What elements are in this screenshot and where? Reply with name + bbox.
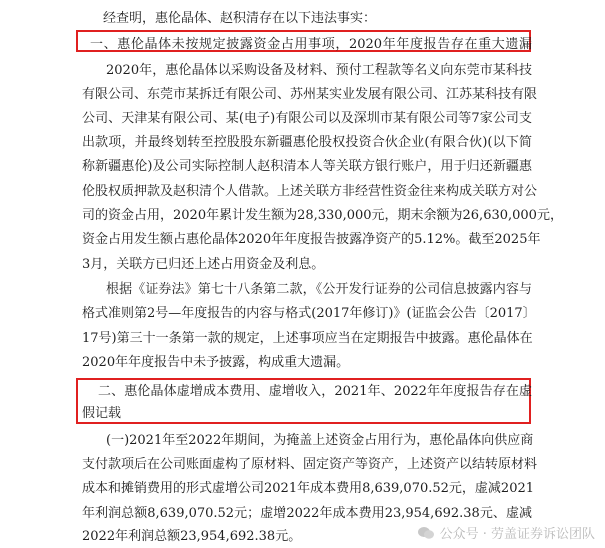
text-line-18: 支付款项后在公司账面虚构了原材料、固定资产等资产，上述资产以结转原材料 (82, 457, 538, 472)
text-line-6: 称新疆惠伦)及公司实际控制人赵积清本人等关联方银行账户，用于归还新疆惠 (82, 159, 532, 174)
text-line-14: 2020年年度报告中未予披露，构成重大遗漏。 (82, 355, 350, 370)
text-line-19: 成本和摊销费用的形式虚增公司2021年成本费用8,639,070.52元，虚减2021 (82, 481, 535, 496)
text-line-10: 3月，关联方已归还上述占用资金及利息。 (82, 257, 325, 272)
text-line-13: 17号)第三十一条第一款的规定，上述事项应当在定期报告中披露。惠伦晶体在 (82, 331, 533, 346)
text-line-7: 伦股权质押款及赵积清个人借款。上述关联方非经营性资金往来构成关联方对公 (82, 184, 538, 199)
text-line-8: 司的资金占用，2020年累计发生额为28,330,000元，期末余额为26,630,000元， (82, 208, 563, 223)
watermark (417, 523, 595, 542)
text-line-17: (一)2021年至2022年期间，为掩盖上述资金占用行为，惠伦晶体向供应商 (106, 433, 534, 448)
text-line-16: 假记载 (82, 406, 122, 421)
text-line-11: 根据《证券法》第七十八条第二款，《公开发行证券的公司信息披露内容与 (106, 282, 532, 297)
text-line-9: 资金占用发生额占惠伦晶体2020年年度报告披露净资产的5.12%。截至2025年 (82, 232, 541, 247)
text-line-20: 年利润总额8,639,070.52元；虚增2022年成本费用23,954,692.38元、虚减 (82, 506, 532, 521)
text-line-2: 2020年，惠伦晶体以采购设备及材料、预付工程款等名义向东莞市某科技 (106, 63, 532, 78)
text-line-5: 出款项，并最终划转至控股股东新疆惠伦股权投资合伙企业(有限合伙)(以下简 (82, 135, 532, 150)
text-line-21: 2022年利润总额23,954,692.38元。 (82, 529, 302, 544)
text-line-4: 公司、天津某有限公司、某(电子)有限公司以及深圳市某有限公司等7家公司支 (82, 111, 532, 126)
text-line-15: 二、惠伦晶体虚增成本费用、虚增收入，2021年、2022年年度报告存在虚 (98, 384, 532, 399)
watermark-text: 公众号 · 劳盖证券诉讼团队 (439, 527, 595, 542)
text-line-0: 经查明，惠伦晶体、赵积清存在以下违法事实： (103, 11, 377, 26)
wechat-icon (417, 526, 435, 540)
text-line-12: 格式准则第2号—年度报告的内容与格式(2017年修订)》(证监会公告〔2017〕 (82, 306, 536, 321)
text-line-1: 一、惠伦晶体未按规定披露资金占用事项，2020年年度报告存在重大遗漏 (90, 37, 532, 52)
text-line-3: 有限公司、东莞市某拆迁有限公司、苏州某实业发展有限公司、江苏某科技有限 (82, 87, 538, 102)
